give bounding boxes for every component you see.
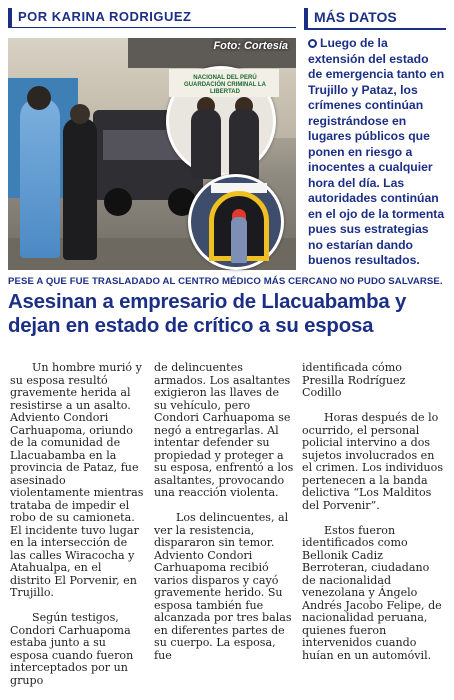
paragraph: Según testigos, Condori Carhuapoma estaba junto a su esposa cuando fueron interceptados por un grupo <box>10 611 134 687</box>
sidebar-body-text: Luego de la extensión del estado de emergencia tanto en Trujillo y Pataz, los crímenes continúan registrándose en lugares públicos que ponen en riesgo a inocentes a cualquier hora del día. Las autoridades continúan en el ojo de la tormenta pues sus estrategias no estarían dando buenos resultados. <box>308 36 445 267</box>
paragraph: Estos fueron identificados como Bellonik Cadiz Berroteran, ciudadano de nacionalidad venezolana y Ángelo Andrés Jacobo Felipe, de nacionalidad peruana, quienes fueron intervenidos cuando huían en un automóvil. <box>302 523 442 662</box>
photo-wheel <box>104 188 132 216</box>
photo-police-head <box>70 104 90 124</box>
bullet-icon <box>308 39 317 48</box>
headline: Asesinan a empresario de Llacuabamba y dejan en estado de crítico a su esposa <box>8 291 407 337</box>
suspect-figure <box>229 109 259 179</box>
inset-photo-mine <box>188 174 284 270</box>
article-column-3 <box>302 362 446 675</box>
sidebar-body <box>308 36 446 269</box>
byline <box>8 8 296 28</box>
paragraph: de delincuentes armados. Los asaltantes exigieron las llaves de su vehículo, pero Condori Carhuapoma se negó a entregarlas. Al intentar defender su propiedad y proteger a su esposa, enfrentó a los asaltantes, provocando una reacción violenta. <box>154 361 294 499</box>
suspect-figure <box>191 109 221 179</box>
paragraph: Horas después de lo ocurrido, el personal policial intervino a dos sujetos involucrados en el crimen. Los individuos pertenecen a la banda delictiva “Los Malditos del Porvenir”. <box>302 411 444 512</box>
paragraph: Un hombre murió y su esposa resultó gravemente herida al resistirse a un asalto. Adviento Condori Carhuapoma, oriundo de la comunidad de Llacuabamba en la provincia de Pataz, fue asesinado violentamente mientras trataba de impedir el robo de su camioneta. El incidente tuvo lugar en la intersección de las calles Wiracocha y Atahualpa, en el distrito El Porvenir, en Trujillo. <box>10 361 144 599</box>
photo-police-officer <box>63 118 97 260</box>
photo-person-blue-head <box>27 86 51 110</box>
inset-sign-text: NACIONAL DEL PERÚ GUARDACIÓN CRIMINAL LA LIBERTAD <box>184 75 266 95</box>
sidebar-title-text: MÁS DATOS <box>314 9 397 25</box>
article-column-2 <box>154 362 294 675</box>
article-column-1 <box>10 362 144 700</box>
photo-credit: Foto: Cortesía <box>213 40 288 52</box>
sidebar-title <box>304 8 446 30</box>
paragraph: Los delincuentes, al ver la resistencia, dispararon sin temor. Adviento Condori Carhuapoma recibió varios disparos y cayó gravemente herido. Su esposa también fue alcanzada por tres balas en diferentes partes de su cuerpo. La esposa, fue <box>154 511 292 662</box>
inset-photo-suspects <box>166 66 276 176</box>
paragraph: identificada cómo Presilla Rodríguez Codillo <box>302 361 406 399</box>
photo-person-blue <box>20 98 60 258</box>
miner-figure <box>231 217 247 263</box>
byline-text: POR KARINA RODRIGUEZ <box>18 9 192 24</box>
kicker: PESE A QUE FUE TRASLADADO AL CENTRO MÉDICO MÁS CERCANO NO PUDO SALVARSE. <box>8 276 443 287</box>
